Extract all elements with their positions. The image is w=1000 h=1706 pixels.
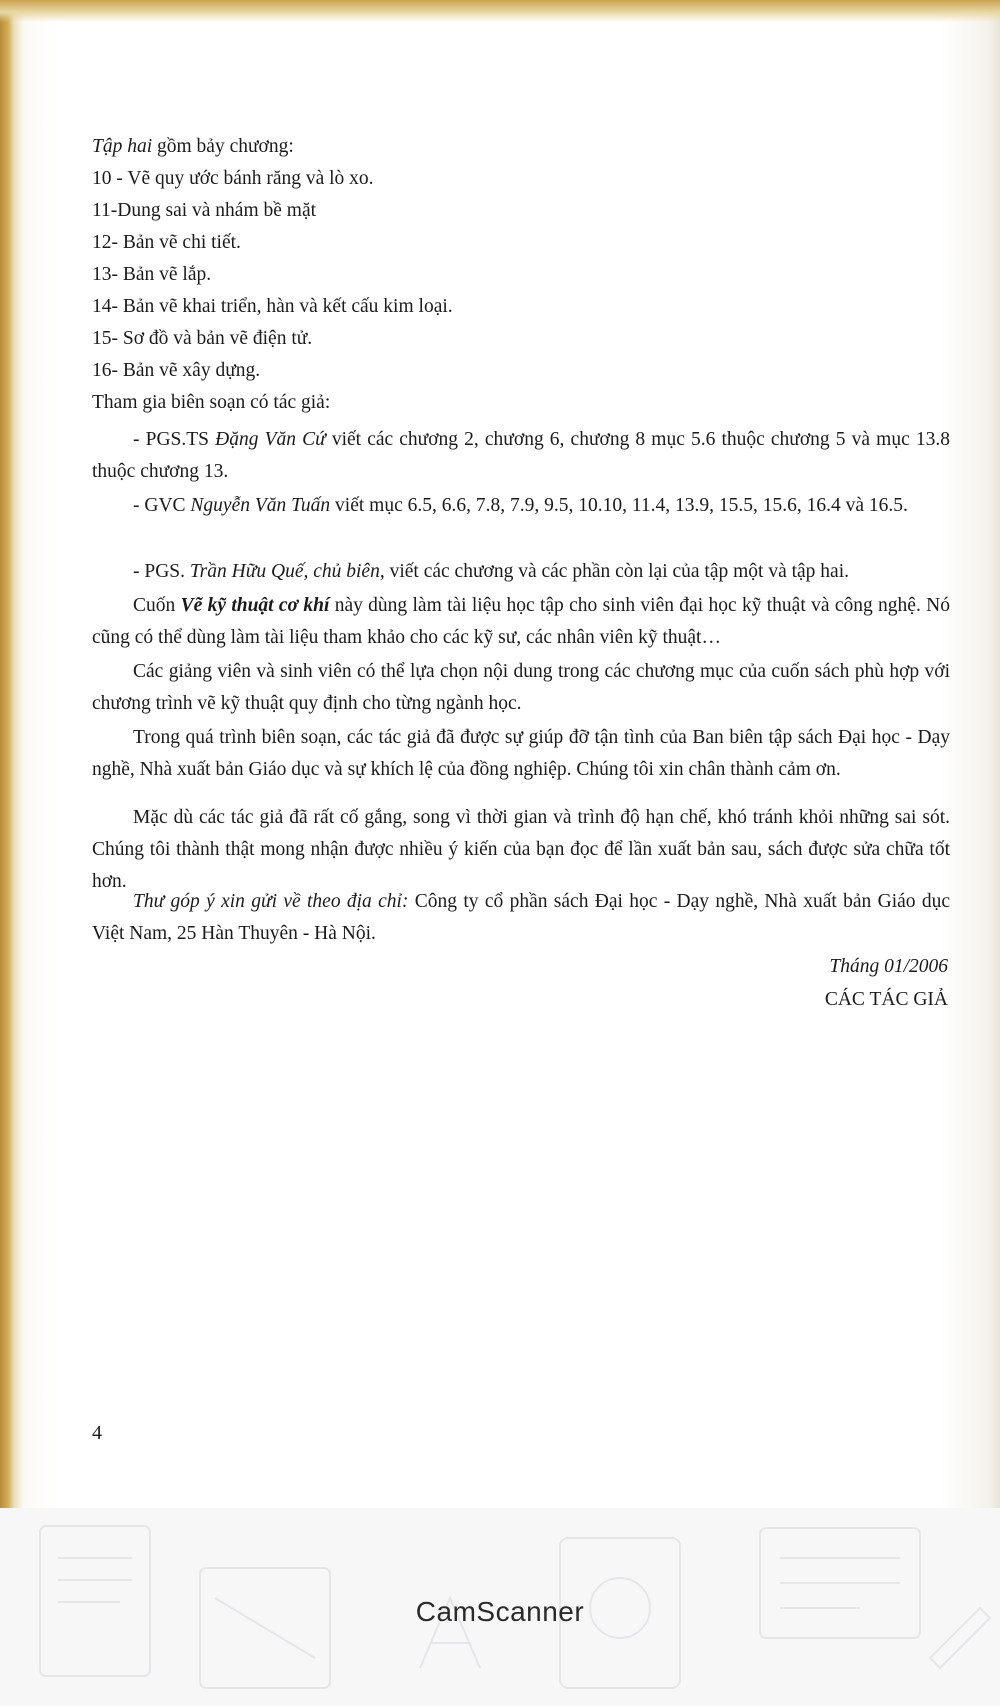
author3-text: , viết các chương và các phần còn lại của tập một và tập hai. bbox=[379, 561, 850, 582]
chapters-intro-rest: gồm bảy chương: bbox=[152, 136, 294, 157]
page-number: 4 bbox=[92, 1422, 102, 1444]
chapters-intro bbox=[92, 136, 294, 158]
author-paragraph-1 bbox=[92, 424, 950, 488]
chapter-item: 11-Dung sai và nhám bề mặt bbox=[92, 200, 317, 221]
chapter-item: 13- Bản vẽ lắp. bbox=[92, 264, 212, 285]
address-label: Thư góp ý xin gửi về theo địa chỉ: bbox=[133, 891, 409, 912]
author1-text: viết các chương 2, chương 6, chương 8 mục 5.6 thuộc chương 5 và mục 13.8 thuộc chương 13. bbox=[92, 429, 950, 482]
errors-paragraph: Mặc dù các tác giả đã rất cố gắng, song vì thời gian và trình độ hạn chế, khó tránh khỏi những sai sót. Chúng tôi thành thật mong nhận được nhiều ý kiến của bạn đọc để lần xuất bản sau, sách được sửa chữa tốt hơn. bbox=[92, 807, 950, 892]
camscanner-watermark: CamScanner bbox=[415, 1596, 585, 1627]
date-line: Tháng 01/2006 bbox=[829, 956, 948, 977]
book-paragraph bbox=[92, 590, 950, 654]
chapter-item: 16- Bản vẽ xây dựng. bbox=[92, 360, 261, 381]
thanks-paragraph: Trong quá trình biên soạn, các tác giả đã được sự giúp đỡ tận tình của Ban biên tập sách Đại học - Dạy nghề, Nhà xuất bản Giáo dục và sự khích lệ của đồng nghiệp. Chúng tôi xin chân thành cảm ơn. bbox=[92, 727, 950, 780]
author-paragraph-2 bbox=[92, 490, 950, 522]
book-title: Vẽ kỹ thuật cơ khí bbox=[180, 595, 330, 616]
author3-name: Trần Hữu Quế, chủ biên bbox=[189, 561, 380, 582]
book-prefix: Cuốn bbox=[133, 595, 181, 616]
choice-paragraph: Các giảng viên và sinh viên có thể lựa chọn nội dung trong các chương mục của cuốn sách phù hợp với chương trình vẽ kỹ thuật quy định cho từng ngành học. bbox=[92, 661, 950, 714]
page-top-edge bbox=[0, 0, 1000, 22]
scanner-footer bbox=[0, 1508, 1000, 1706]
chapter-item: 10 - Vẽ quy ước bánh răng và lò xo. bbox=[92, 168, 374, 189]
chapter-item: 14- Bản vẽ khai triển, hàn và kết cấu kim loại. bbox=[92, 296, 453, 317]
author2-name: Nguyễn Văn Tuấn bbox=[190, 495, 331, 516]
author3-prefix: - PGS. bbox=[133, 561, 190, 582]
address-text: Công ty cổ phần sách Đại học - Dạy nghề, Nhà xuất bản Giáo dục Việt Nam, 25 Hàn Thuyên - Hà Nội. bbox=[92, 891, 950, 944]
book-text: này dùng làm tài liệu học tập cho sinh viên đại học kỹ thuật và công nghệ. Nó cũng có thể dùng làm tài liệu tham khảo cho các kỹ sư, các nhân viên kỹ thuật… bbox=[92, 595, 950, 648]
address-paragraph bbox=[92, 886, 950, 950]
author1-name: Đặng Văn Cứ bbox=[215, 429, 326, 450]
signature: CÁC TÁC GIẢ bbox=[824, 989, 948, 1010]
chapters-intro-italic: Tập hai bbox=[92, 136, 153, 157]
author-paragraph-3 bbox=[92, 556, 950, 588]
author2-text: viết mục 6.5, 6.6, 7.8, 7.9, 9.5, 10.10, 11.4, 13.9, 15.5, 15.6, 16.4 và 16.5. bbox=[330, 495, 908, 516]
author2-prefix: - GVC bbox=[133, 495, 191, 516]
authors-intro: Tham gia biên soạn có tác giả: bbox=[92, 392, 331, 413]
author1-prefix: - PGS.TS bbox=[133, 429, 216, 450]
chapter-item: 15- Sơ đồ và bản vẽ điện tử. bbox=[92, 328, 313, 349]
chapter-item: 12- Bản vẽ chi tiết. bbox=[92, 232, 241, 253]
